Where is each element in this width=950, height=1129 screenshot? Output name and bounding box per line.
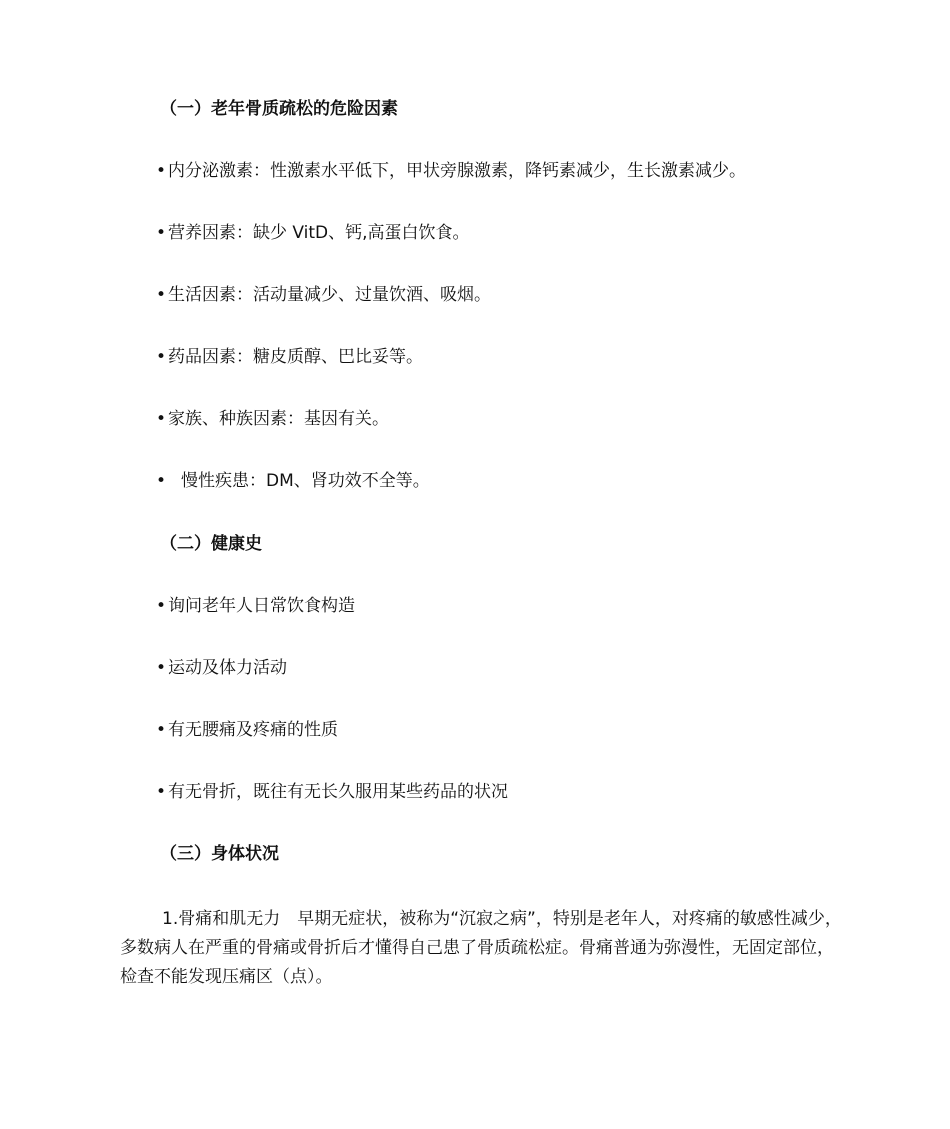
bullet-icon: • bbox=[156, 285, 167, 305]
list-item-text: 运动及体力活动 bbox=[168, 658, 287, 678]
section-heading-health-history: （二）健康史 bbox=[160, 534, 262, 554]
list-item bbox=[156, 160, 746, 182]
list-item bbox=[156, 595, 355, 617]
list-item bbox=[156, 408, 389, 430]
list-item-text: 营养因素：缺少 VitD、钙,高蛋白饮食。 bbox=[168, 223, 470, 243]
list-item-text: 有无骨折，既往有无长久服用某些药品的状况 bbox=[168, 782, 508, 802]
bullet-icon: • bbox=[156, 782, 167, 802]
list-item bbox=[156, 222, 470, 244]
section-heading-risk-factors: （一）老年骨质疏松的危险因素 bbox=[160, 99, 398, 119]
list-item-text: 内分泌激素：性激素水平低下，甲状旁腺激素，降钙素减少，生长激素减少。 bbox=[168, 161, 746, 181]
bullet-icon: • bbox=[156, 223, 167, 243]
bullet-icon: • bbox=[156, 471, 167, 491]
list-item bbox=[156, 346, 423, 368]
bullet-icon: • bbox=[156, 161, 167, 181]
list-item bbox=[156, 284, 491, 306]
section-heading-physical-condition: （三）身体状况 bbox=[160, 844, 279, 864]
bullet-icon: • bbox=[156, 409, 167, 429]
bullet-icon: • bbox=[156, 658, 167, 678]
list-item-text: 有无腰痛及疼痛的性质 bbox=[168, 720, 338, 740]
bullet-icon: • bbox=[156, 720, 167, 740]
body-paragraph: 1.骨痛和肌无力 早期无症状，被称为“沉寂之病”，特别是老年人，对疼痛的敏感性减少，多数病人在严重的骨痛或骨折后才懂得自己患了骨质疏松症。骨痛普通为弥漫性，无固定部位，检查不能发现压痛区（点）。 bbox=[120, 909, 842, 987]
list-item bbox=[156, 470, 430, 492]
list-item-text: 药品因素：糖皮质醇、巴比妥等。 bbox=[168, 347, 423, 367]
list-item-text: 询问老年人日常饮食构造 bbox=[168, 596, 355, 616]
list-item bbox=[156, 719, 338, 741]
bullet-icon: • bbox=[156, 347, 167, 367]
list-item bbox=[156, 781, 508, 803]
list-item-text: 家族、种族因素：基因有关。 bbox=[168, 409, 389, 429]
list-item-text: 慢性疾患：DM、肾功效不全等。 bbox=[181, 471, 430, 491]
list-item bbox=[156, 657, 287, 679]
list-item-text: 生活因素：活动量减少、过量饮酒、吸烟。 bbox=[168, 285, 491, 305]
bullet-icon: • bbox=[156, 596, 167, 616]
